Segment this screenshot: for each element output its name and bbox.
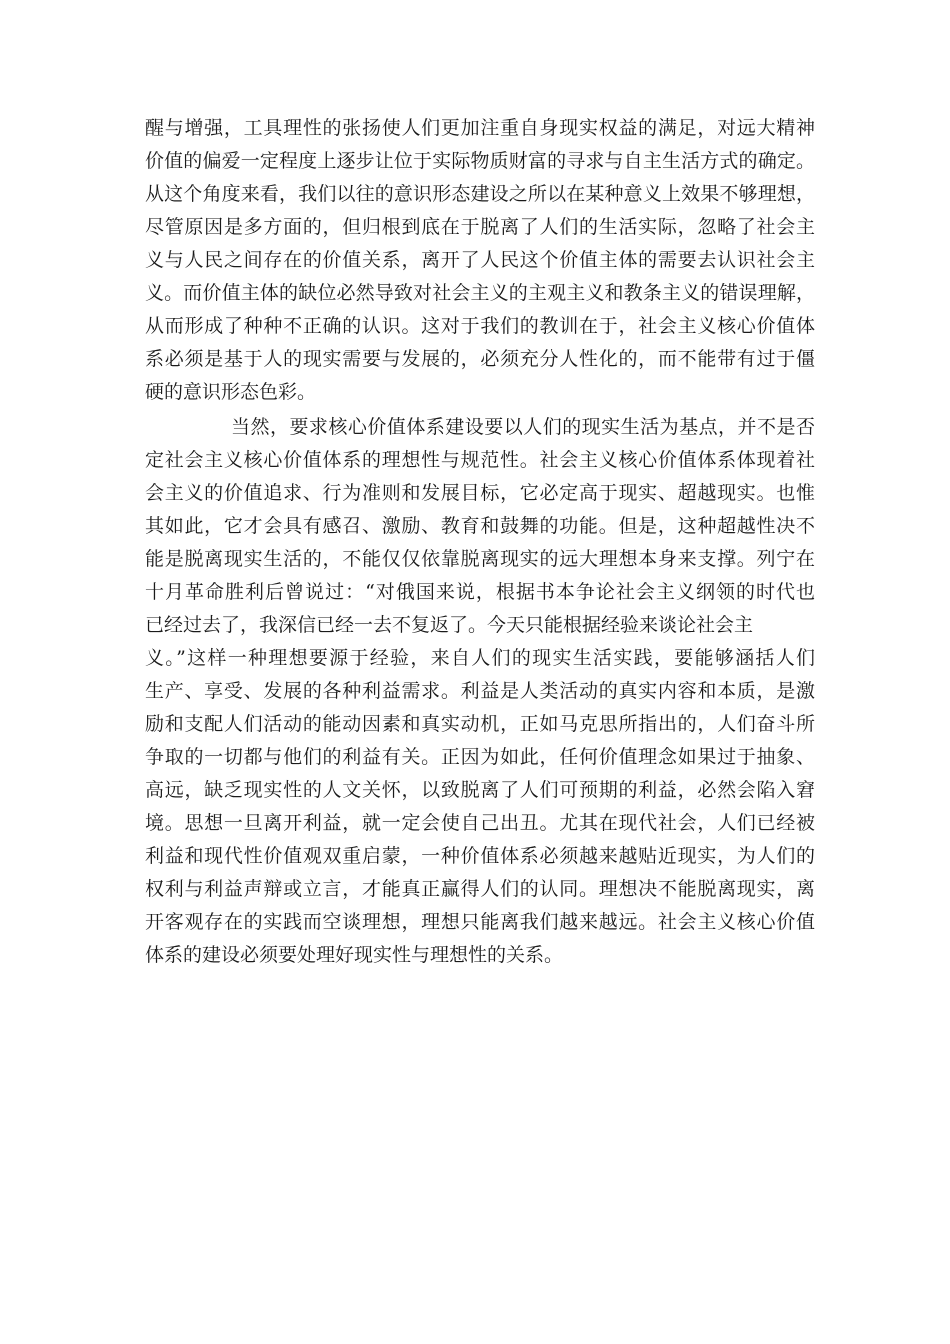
paragraph-line: 硬的意识形态色彩。	[145, 381, 317, 403]
paragraph-line: 利益和现代性价值观双重启蒙，一种价值体系必须越来越贴近现实，为人们的	[145, 845, 815, 867]
paragraph-1	[145, 112, 815, 409]
paragraph-line: 励和支配人们活动的能动因素和真实动机，正如马克思所指出的，人们奋斗所	[145, 713, 815, 735]
paragraph-line: 已经过去了，我深信已经一去不复返了。今天只能根据经验来谈论社会主	[145, 614, 754, 636]
paragraph-2	[145, 411, 815, 972]
paragraph-line: 高远，缺乏现实性的人文关怀，以致脱离了人们可预期的利益，必然会陷入窘	[145, 779, 815, 801]
paragraph-line: 义。而价值主体的缺位必然导致对社会主义的主观主义和教条主义的错误理解，	[145, 282, 815, 304]
paragraph-line: 十月革命胜利后曾说过：“对俄国来说，根据书本争论社会主义纲领的时代也	[145, 581, 815, 603]
paragraph-line: 尽管原因是多方面的，但归根到底在于脱离了人们的生活实际，忽略了社会主	[145, 216, 815, 238]
paragraph-line: 价值的偏爱一定程度上逐步让位于实际物质财富的寻求与自主生活方式的确定。	[145, 150, 815, 172]
paragraph-line: 会主义的价值追求、行为准则和发展目标，它必定高于现实、超越现实。也惟	[145, 482, 815, 504]
paragraph-line: 义与人民之间存在的价值关系，离开了人民这个价值主体的需要去认识社会主	[145, 249, 815, 271]
paragraph-line: 当然，要求核心价值体系建设要以人们的现实生活为基点，并不是否	[231, 416, 815, 438]
paragraph-line: 从而形成了种种不正确的认识。这对于我们的教训在于，社会主义核心价值体	[145, 315, 815, 337]
paragraph-line: 从这个角度来看，我们以往的意识形态建设之所以在某种意义上效果不够理想，	[145, 183, 815, 205]
paragraph-line: 义。”这样一种理想要源于经验，来自人们的现实生活实践，要能够涵括人们	[145, 647, 815, 669]
paragraph-line: 开客观存在的实践而空谈理想，理想只能离我们越来越远。社会主义核心价值	[145, 911, 815, 933]
paragraph-line: 其如此，它才会具有感召、激励、教育和鼓舞的功能。但是，这种超越性决不	[145, 515, 815, 537]
paragraph-line: 系必须是基于人的现实需要与发展的，必须充分人性化的，而不能带有过于僵	[145, 348, 815, 370]
paragraph-line: 权利与利益声辩或立言，才能真正赢得人们的认同。理想决不能脱离现实，离	[145, 878, 815, 900]
paragraph-line: 醒与增强，工具理性的张扬使人们更加注重自身现实权益的满足，对远大精神	[145, 117, 815, 139]
paragraph-line: 定社会主义核心价值体系的理想性与规范性。社会主义核心价值体系体现着社	[145, 449, 815, 471]
paragraph-line: 争取的一切都与他们的利益有关。正因为如此，任何价值理念如果过于抽象、	[145, 746, 815, 768]
paragraph-line: 境。思想一旦离开利益，就一定会使自己出丑。尤其在现代社会，人们已经被	[145, 812, 815, 834]
paragraph-line: 体系的建设必须要处理好现实性与理想性的关系。	[145, 944, 564, 966]
paragraph-line: 能是脱离现实生活的，不能仅仅依靠脱离现实的远大理想本身来支撑。列宁在	[145, 548, 815, 570]
paragraph-line: 生产、享受、发展的各种利益需求。利益是人类活动的真实内容和本质，是激	[145, 680, 815, 702]
